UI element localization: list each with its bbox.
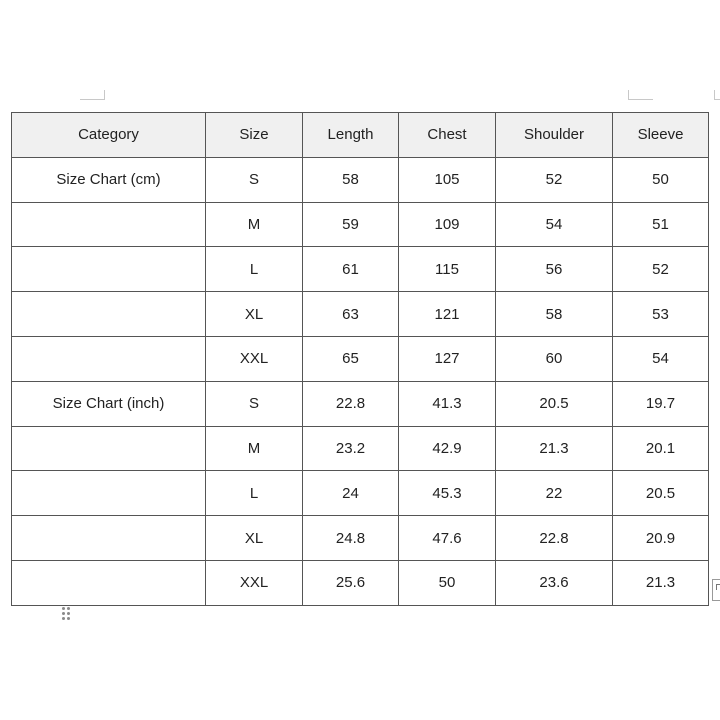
cell-size[interactable]: XL [206,516,303,561]
cell-size[interactable]: XXL [206,336,303,381]
cell-category[interactable]: Size Chart (inch) [12,381,206,426]
header-length[interactable]: Length [303,113,399,158]
table-move-handle-icon[interactable] [61,606,73,624]
table-row [12,202,709,247]
cell-length[interactable]: 24.8 [303,516,399,561]
cell-sleeve[interactable]: 50 [613,157,709,202]
table-row [12,471,709,516]
cell-shoulder[interactable]: 56 [496,247,613,292]
cell-chest[interactable]: 41.3 [399,381,496,426]
cell-shoulder[interactable]: 60 [496,336,613,381]
header-category[interactable]: Category [12,113,206,158]
cell-shoulder[interactable]: 20.5 [496,381,613,426]
cell-length[interactable]: 24 [303,471,399,516]
cell-size[interactable]: S [206,157,303,202]
cell-length[interactable]: 22.8 [303,381,399,426]
cell-size[interactable]: XXL [206,560,303,605]
cell-chest[interactable]: 127 [399,336,496,381]
cell-chest[interactable]: 105 [399,157,496,202]
cell-length[interactable]: 65 [303,336,399,381]
cell-category[interactable]: Size Chart (cm) [12,157,206,202]
cell-size[interactable]: M [206,202,303,247]
cell-length[interactable]: 59 [303,202,399,247]
table-resize-handle-icon[interactable] [712,579,720,601]
cell-length[interactable]: 23.2 [303,426,399,471]
cell-chest[interactable]: 109 [399,202,496,247]
table-row [12,426,709,471]
cell-sleeve[interactable]: 20.1 [613,426,709,471]
cell-category[interactable] [12,426,206,471]
cell-shoulder[interactable]: 22 [496,471,613,516]
cell-sleeve[interactable]: 54 [613,336,709,381]
cell-shoulder[interactable]: 22.8 [496,516,613,561]
cell-sleeve[interactable]: 20.5 [613,471,709,516]
table-header-row [12,113,709,158]
cell-shoulder[interactable]: 52 [496,157,613,202]
cell-chest[interactable]: 50 [399,560,496,605]
header-sleeve[interactable]: Sleeve [613,113,709,158]
cell-length[interactable]: 63 [303,292,399,337]
cell-shoulder[interactable]: 21.3 [496,426,613,471]
table-row [12,336,709,381]
cell-category[interactable] [12,336,206,381]
cell-category[interactable] [12,471,206,516]
table-row [12,292,709,337]
page-margin-corner-right [628,90,653,100]
cell-chest[interactable]: 115 [399,247,496,292]
cell-chest[interactable]: 45.3 [399,471,496,516]
cell-sleeve[interactable]: 53 [613,292,709,337]
cell-chest[interactable]: 42.9 [399,426,496,471]
page-margin-corner-far [714,90,720,100]
cell-sleeve[interactable]: 21.3 [613,560,709,605]
cell-sleeve[interactable]: 51 [613,202,709,247]
cell-sleeve[interactable]: 20.9 [613,516,709,561]
cell-size[interactable]: XL [206,292,303,337]
cell-category[interactable] [12,292,206,337]
size-chart-table [11,112,709,606]
cell-size[interactable]: M [206,426,303,471]
cell-length[interactable]: 61 [303,247,399,292]
cell-size[interactable]: S [206,381,303,426]
cell-category[interactable] [12,247,206,292]
cell-chest[interactable]: 121 [399,292,496,337]
page-margin-corner-left [80,90,105,100]
cell-shoulder[interactable]: 23.6 [496,560,613,605]
table-row [12,157,709,202]
header-size[interactable]: Size [206,113,303,158]
table-row [12,516,709,561]
header-chest[interactable]: Chest [399,113,496,158]
cell-category[interactable] [12,202,206,247]
table-row [12,560,709,605]
cell-shoulder[interactable]: 58 [496,292,613,337]
cell-sleeve[interactable]: 52 [613,247,709,292]
cell-category[interactable] [12,516,206,561]
cell-chest[interactable]: 47.6 [399,516,496,561]
header-shoulder[interactable]: Shoulder [496,113,613,158]
table-row [12,381,709,426]
cell-shoulder[interactable]: 54 [496,202,613,247]
cell-sleeve[interactable]: 19.7 [613,381,709,426]
table-row [12,247,709,292]
cell-category[interactable] [12,560,206,605]
cell-length[interactable]: 58 [303,157,399,202]
cell-length[interactable]: 25.6 [303,560,399,605]
cell-size[interactable]: L [206,471,303,516]
cell-size[interactable]: L [206,247,303,292]
